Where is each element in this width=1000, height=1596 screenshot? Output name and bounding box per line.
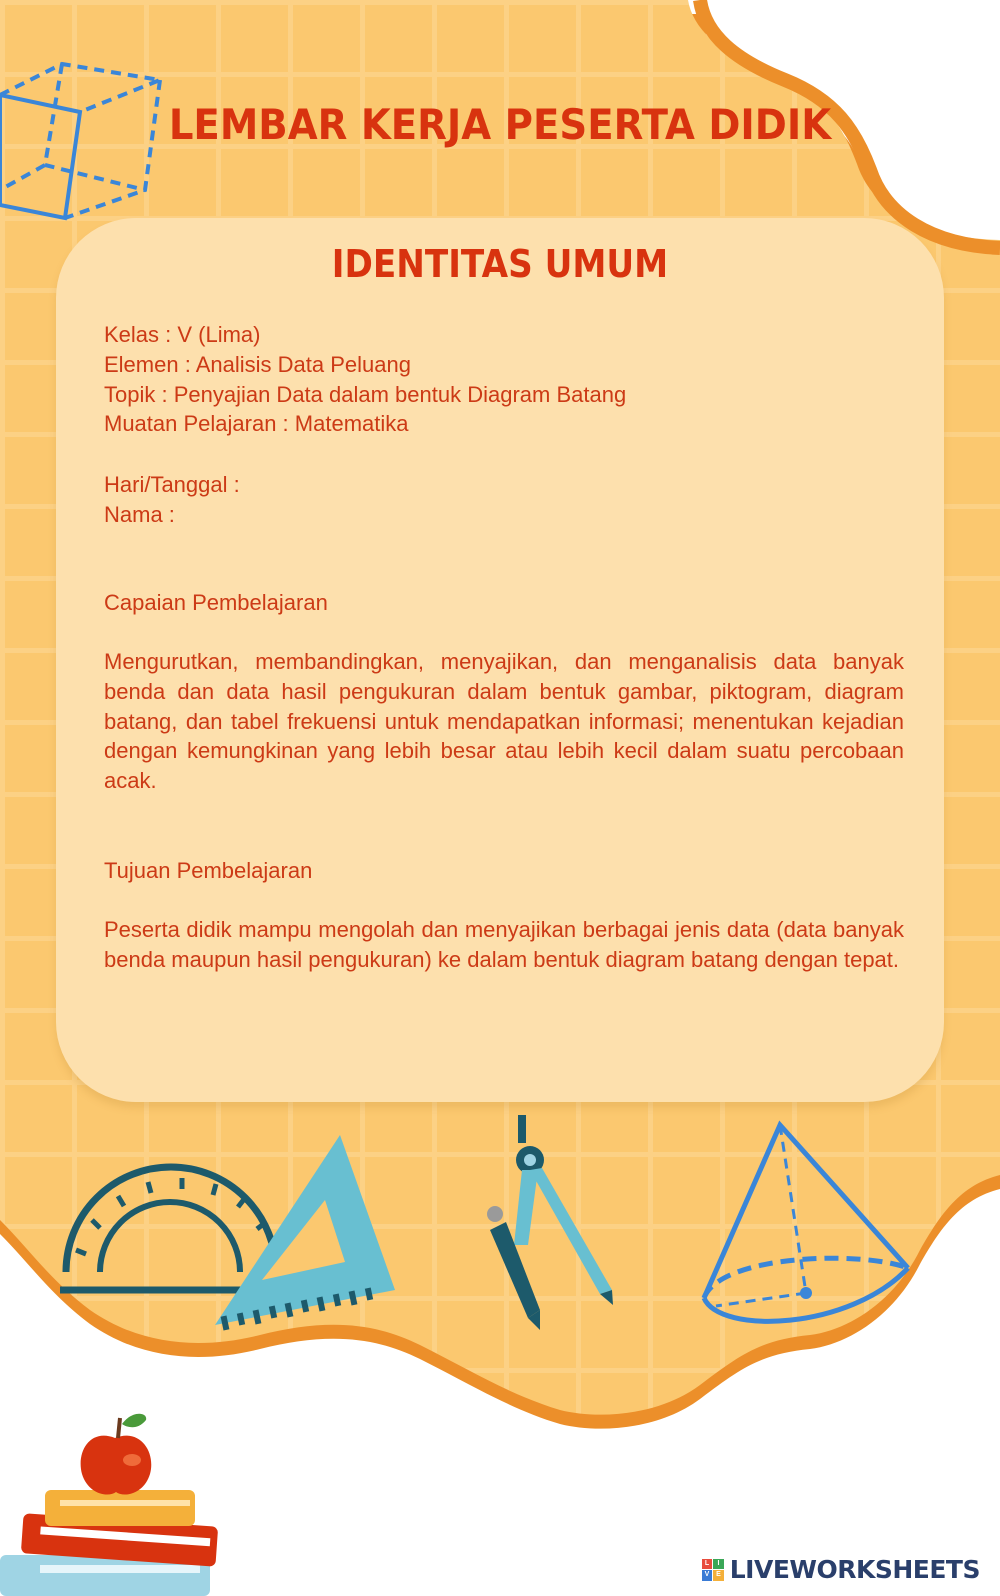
- liveworksheets-logo[interactable]: [702, 1555, 980, 1584]
- objective-heading: Tujuan Pembelajaran: [104, 858, 313, 883]
- logo-mark-icon: L I V E: [702, 1559, 724, 1581]
- subject-line: Muatan Pelajaran : Matematika: [104, 411, 409, 437]
- topic-line: Topik : Penyajian Data dalam bentuk Diagram Batang: [104, 381, 627, 407]
- date-field-label: Hari/Tanggal :: [104, 472, 240, 497]
- name-field-label: Nama :: [104, 501, 175, 527]
- achievement-body: Mengurutkan, membandingkan, menyajikan, dan menganalisis data banyak benda dan data hasil pengukuran dalam bentuk gambar, piktogram, diagram batang, dan tabel frekuensi untuk mendapatkan informasi; menentukan kejadian dengan kemungkinan yang lebih besar atau lebih kecil dalam suatu percobaan acak.: [104, 649, 904, 794]
- identity-block: [104, 320, 904, 439]
- identity-card: [56, 218, 944, 1102]
- student-fields: [104, 470, 904, 530]
- class-line: Kelas : V (Lima): [104, 322, 261, 347]
- achievement-heading: Capaian Pembelajaran: [104, 590, 328, 615]
- worksheet-title: LEMBAR KERJA PESERTA DIDIK: [168, 100, 832, 149]
- card-heading: IDENTITAS UMUM: [331, 242, 669, 286]
- objective-body: Peserta didik mampu mengolah dan menyajikan berbagai jenis data (data banyak benda maupun hasil pengukuran) ke dalam bentuk diagram batang dengan tepat.: [104, 917, 904, 972]
- element-line: Elemen : Analisis Data Peluang: [104, 351, 411, 377]
- logo-text: LIVEWORKSHEETS: [729, 1555, 980, 1584]
